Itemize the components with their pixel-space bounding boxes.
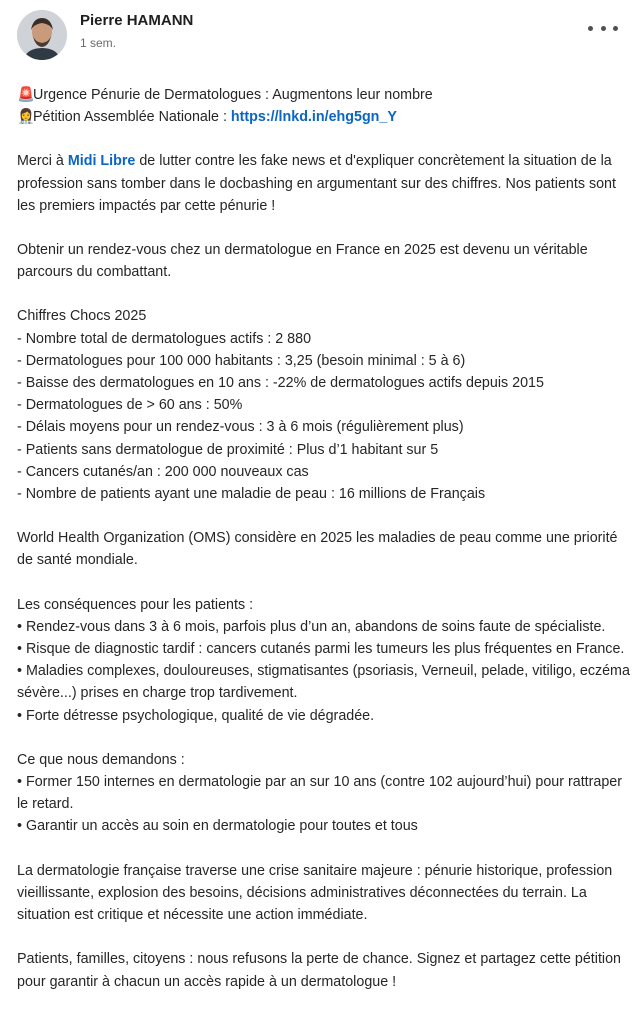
stat-item: - Patients sans dermatologue de proximité : Plus d’1 habitant sur 5 (17, 441, 439, 458)
consequence-item: • Risque de diagnostic tardif : cancers cutanés parmi les tumeurs les plus fréquentes en France. (17, 641, 625, 658)
stat-item: - Nombre total de dermatologues actifs : 2 880 (17, 330, 312, 347)
more-dot-icon (601, 26, 606, 31)
petition-link[interactable]: https://lnkd.in/ehg5gn_Y (230, 109, 397, 126)
consequence-item: • Maladies complexes, douloureuses, stigmatisantes (psoriasis, Verneuil, pelade, vitiligo, eczéma sévère...) prises en charge trop tardivement. (17, 663, 630, 702)
stat-item: - Nombre de patients ayant une maladie de peau : 16 millions de Français (17, 486, 486, 503)
more-dot-icon (613, 26, 618, 31)
more-dot-icon (588, 26, 593, 31)
stat-item: - Baisse des dermatologues en 10 ans : -22% de dermatologues actifs depuis 2015 (17, 375, 544, 392)
doctor-icon: 👩‍⚕️ (17, 109, 35, 126)
appointment-paragraph: Obtenir un rendez-vous chez un dermatologue en France en 2025 est devenu un véritable parcours du combattant. (17, 242, 588, 281)
demand-item: • Former 150 internes en dermatologie par an sur 10 ans (contre 102 aujourd’hui) pour rattraper le retard. (17, 774, 623, 813)
intro-text-end: de lutter contre les fake news et d'expliquer concrètement la situation de la profession sans tomber dans le docbashing en argumentant sur des chiffres. Nos patients sont les premiers impactés par cette pénurie ! (17, 153, 616, 214)
stat-item: - Cancers cutanés/an : 200 000 nouveaux cas (17, 463, 309, 480)
crisis-paragraph: La dermatologie française traverse une crise sanitaire majeure : pénurie historique, profession vieillissante, explosion des besoins, décisions administratives déconnectées du terrain. La situation est critique et nécessite une action immédiate. (17, 862, 613, 924)
intro-paragraph (17, 150, 637, 217)
siren-icon: 🚨 (17, 87, 35, 103)
petition-label: Pétition Assemblée Nationale : (33, 109, 231, 126)
avatar[interactable] (17, 10, 67, 60)
consequences-title: Les conséquences pour les patients : (17, 596, 254, 613)
stats-title: Chiffres Chocs 2025 (17, 308, 147, 325)
intro-text-start: Merci à (17, 153, 68, 170)
consequence-item: • Rendez-vous dans 3 à 6 mois, parfois plus d’un an, abandons de soins faute de spécialiste. (17, 618, 606, 635)
post-timestamp: 1 sem. (80, 36, 117, 50)
stat-item: - Délais moyens pour un rendez-vous : 3 à 6 mois (régulièrement plus) (17, 419, 464, 436)
stat-item: - Dermatologues de > 60 ans : 50% (17, 397, 243, 414)
more-options-button[interactable] (588, 18, 618, 38)
stat-item: - Dermatologues pour 100 000 habitants : 3,25 (besoin minimal : 5 à 6) (17, 352, 466, 369)
closing-paragraph: Patients, familles, citoyens : nous refusons la perte de chance. Signez et partagez cette pétition pour garantir à chacun un accès rapide à un dermatologue ! (17, 951, 621, 990)
consequence-item: • Forte détresse psychologique, qualité de vie dégradée. (17, 707, 375, 724)
petition-line (17, 106, 637, 128)
author-name[interactable]: Pierre HAMANN (80, 12, 194, 29)
demands-title: Ce que nous demandons : (17, 751, 185, 768)
post-header (0, 0, 643, 80)
mention-midi-libre[interactable]: Midi Libre (67, 153, 136, 170)
headline-text: Urgence Pénurie de Dermatologues : Augmentons leur nombre (33, 87, 433, 103)
who-paragraph: World Health Organization (OMS) considère en 2025 les maladies de peau comme une priorité de santé mondiale. (17, 530, 618, 569)
headline-line (17, 84, 637, 106)
post-body (17, 84, 637, 993)
demand-item: • Garantir un accès au soin en dermatologie pour toutes et tous (17, 818, 418, 835)
